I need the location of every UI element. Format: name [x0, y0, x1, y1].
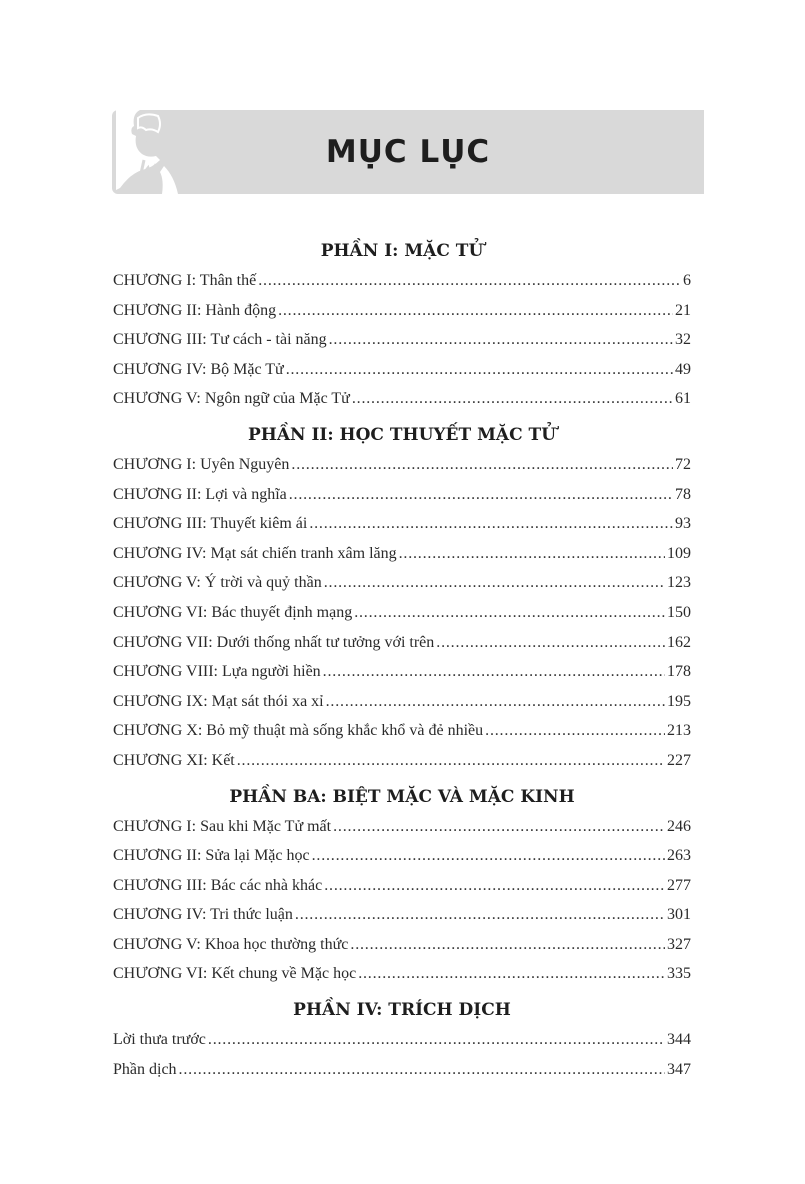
toc-entry-title: CHƯƠNG XI: Kết — [113, 751, 235, 769]
toc-entry-title: CHƯƠNG III: Bác các nhà khác — [113, 876, 323, 894]
toc-entry[interactable] — [113, 296, 691, 326]
dot-leader — [354, 598, 665, 628]
dot-leader — [289, 480, 673, 510]
toc-entry[interactable] — [113, 266, 691, 296]
toc-entry-title: CHƯƠNG III: Tư cách - tài năng — [113, 331, 327, 349]
dot-leader — [358, 959, 665, 989]
dot-leader — [329, 325, 673, 355]
toc-entry[interactable] — [113, 900, 691, 930]
toc-entry-title: CHƯƠNG VIII: Lựa người hiền — [113, 663, 321, 681]
dot-leader — [323, 657, 665, 687]
toc-entry-page: 335 — [667, 965, 691, 983]
toc-entry-page: 93 — [675, 515, 691, 533]
toc-entry[interactable] — [113, 628, 691, 658]
table-of-contents — [113, 236, 691, 1084]
part-heading: PHẦN II: HỌC THUYẾT MẶC TỬ — [247, 424, 557, 445]
toc-entry-page: 6 — [683, 272, 691, 289]
toc-entry[interactable] — [113, 450, 691, 480]
dot-leader — [208, 1025, 665, 1055]
dot-leader — [436, 628, 665, 658]
toc-entry[interactable] — [113, 1055, 691, 1085]
dot-leader — [237, 746, 665, 776]
dot-leader — [179, 1055, 665, 1085]
dot-leader — [324, 568, 665, 598]
toc-entry[interactable] — [113, 480, 691, 510]
toc-entry[interactable] — [113, 1025, 691, 1055]
toc-entry-page: 123 — [667, 574, 691, 592]
toc-entry-page: 347 — [667, 1060, 691, 1078]
toc-entry-page: 263 — [667, 847, 691, 865]
toc-entry[interactable] — [113, 959, 691, 989]
toc-entry-page: 150 — [667, 603, 691, 621]
toc-entry-title: CHƯƠNG X: Bỏ mỹ thuật mà sống khắc khổ và đẻ nhiều — [113, 722, 484, 740]
toc-entry-page: 178 — [667, 663, 691, 681]
toc-entry-page: 61 — [675, 390, 691, 408]
toc-entry-title: CHƯƠNG I: Sau khi Mặc Tử mất — [113, 817, 332, 835]
toc-entry-title: CHƯƠNG V: Ý trời và quỷ thần — [113, 574, 322, 592]
toc-entry-page: 246 — [667, 817, 691, 835]
dot-leader — [485, 716, 665, 746]
toc-entry[interactable] — [113, 812, 691, 842]
toc-entry[interactable] — [113, 384, 691, 414]
toc-entry-page: 213 — [667, 722, 691, 740]
dot-leader — [312, 841, 665, 871]
toc-entry-title: CHƯƠNG VI: Bác thuyết định mạng — [113, 603, 353, 621]
toc-entry-page: 78 — [675, 485, 691, 503]
toc-entry-title: CHƯƠNG II: Lợi và nghĩa — [113, 485, 287, 503]
toc-entry-title: CHƯƠNG IV: Tri thức luận — [113, 906, 293, 924]
dot-leader — [278, 296, 673, 326]
toc-entry-title: CHƯƠNG IV: Mạt sát chiến tranh xâm lăng — [113, 544, 397, 562]
dot-leader — [352, 384, 673, 414]
toc-entry-title: CHƯƠNG I: Thân thế — [113, 272, 257, 289]
toc-entry[interactable] — [113, 746, 691, 776]
toc-entry-title: CHƯƠNG VII: Dưới thống nhất tư tưởng với trên — [113, 633, 435, 651]
toc-entry-page: 327 — [667, 935, 691, 953]
toc-entry[interactable] — [113, 598, 691, 628]
dot-leader — [326, 687, 665, 717]
toc-entry-title: CHƯƠNG V: Ngôn ngữ của Mặc Tử — [113, 390, 350, 408]
toc-entry-page: 72 — [675, 455, 691, 473]
dot-leader — [350, 930, 665, 960]
toc-entry-page: 195 — [667, 692, 691, 710]
toc-entry-page: 301 — [667, 906, 691, 924]
toc-entry[interactable] — [113, 355, 691, 385]
dot-leader — [291, 450, 673, 480]
dot-leader — [295, 900, 665, 930]
toc-entry-title: CHƯƠNG I: Uyên Nguyên — [113, 455, 290, 473]
toc-entry-page: 227 — [667, 751, 691, 769]
toc-entry-title: CHƯƠNG VI: Kết chung về Mặc học — [113, 965, 357, 983]
dot-leader — [286, 355, 673, 385]
dot-leader — [333, 812, 665, 842]
dot-leader — [258, 266, 681, 296]
toc-entry[interactable] — [113, 539, 691, 569]
toc-entry[interactable] — [113, 657, 691, 687]
part-heading: PHẦN BA: BIỆT MẶC VÀ MẶC KINH — [229, 786, 575, 807]
toc-entry[interactable] — [113, 509, 691, 539]
toc-entry[interactable] — [113, 871, 691, 901]
page-title: MỤC LỤC — [325, 134, 491, 170]
toc-entry-title: Phần dịch — [113, 1060, 177, 1078]
part-heading: PHẦN I: MẶC TỬ — [320, 241, 484, 261]
toc-entry-title: Lời thưa trước — [113, 1031, 206, 1049]
part-heading: PHẦN IV: TRÍCH DỊCH — [293, 1000, 511, 1021]
toc-entry[interactable] — [113, 568, 691, 598]
dot-leader — [399, 539, 665, 569]
toc-entry[interactable] — [113, 841, 691, 871]
toc-entry-page: 49 — [675, 360, 691, 378]
dot-leader — [324, 871, 665, 901]
toc-entry-title: CHƯƠNG II: Hành động — [113, 301, 277, 319]
toc-entry[interactable] — [113, 687, 691, 717]
toc-entry-page: 109 — [667, 544, 691, 562]
toc-entry-page: 32 — [675, 331, 691, 349]
toc-entry-page: 277 — [667, 876, 691, 894]
toc-entry[interactable] — [113, 930, 691, 960]
toc-entry-title: CHƯƠNG IX: Mạt sát thói xa xỉ — [113, 692, 324, 710]
toc-entry-title: CHƯƠNG II: Sửa lại Mặc học — [113, 847, 310, 865]
toc-entry-page: 162 — [667, 633, 691, 651]
toc-entry-title: CHƯƠNG V: Khoa học thường thức — [113, 935, 349, 953]
toc-entry-title: CHƯƠNG III: Thuyết kiêm ái — [113, 515, 308, 533]
toc-entry[interactable] — [113, 716, 691, 746]
toc-entry-page: 344 — [667, 1031, 691, 1049]
toc-entry-title: CHƯƠNG IV: Bộ Mặc Tử — [113, 360, 284, 378]
dot-leader — [309, 509, 673, 539]
toc-entry-page: 21 — [675, 301, 691, 319]
toc-entry[interactable] — [113, 325, 691, 355]
